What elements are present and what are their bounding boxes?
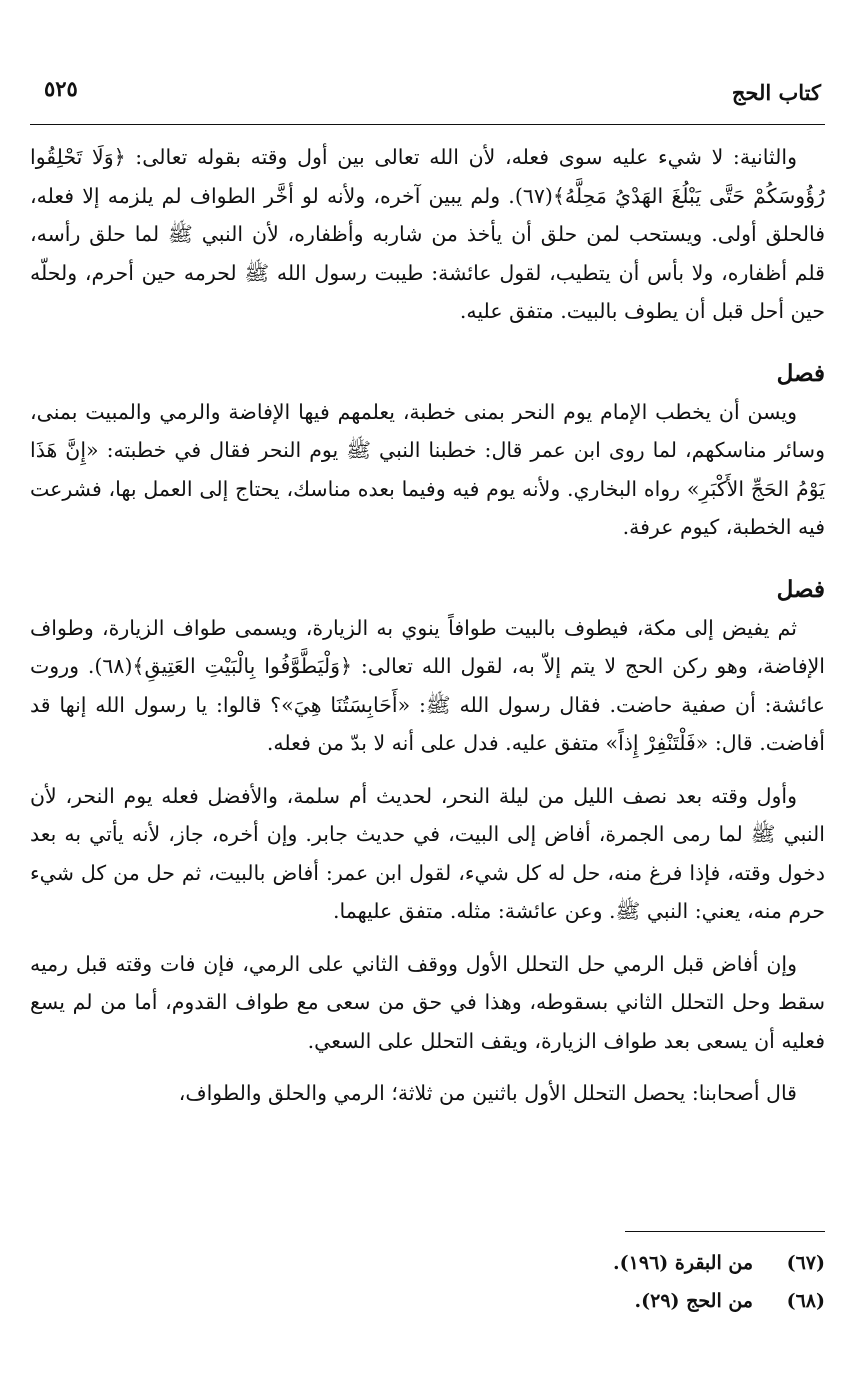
paragraph-6: قال أصحابنا: يحصل التحلل الأول باثنين من ثلاثة؛ الرمي والحلق والطواف، [178, 1081, 797, 1105]
section-heading-2: فصل [776, 575, 825, 603]
footnotes [30, 1244, 825, 1320]
book-page [30, 0, 825, 1386]
main-text [30, 138, 825, 1113]
paragraph-1: والثانية: لا شيء عليه سوى فعله، لأن الله تعالى بين أول وقته بقوله تعالى: ﴿وَلَا تَحْلِقُوا رُؤُوسَكُمْ حَتَّى يَبْلُغَ الهَدْيُ مَحِلَّهُ﴾(٦٧). ولم يبين آخره، ولأنه لو أخَّر الطواف لم يلزمه إلا فعله، فالحلق أولى. ويستحب لمن حلق أن يأخذ من شاربه وأظفاره، لأن النبي ﷺ لما حلق رأسه، قلم أظفاره، ولا بأس أن يتطيب، لقول عائشة: طيبت رسول الله ﷺ لحرمه حين أحرم، ولحلّه حين أحل قبل أن يطوف بالبيت. متفق عليه. [30, 145, 826, 323]
paragraph-5: وإن أفاض قبل الرمي حل التحلل الأول ووقف الثاني على الرمي، فإن فات وقته قبل رميه سقط وحل التحلل الثاني بسقوطه، وهذا في حق من سعى مع طواف القدوم، أما من لم يسع فعليه أن يسعى بعد طواف الزيارة، ويقف التحلل على السعي. [30, 951, 825, 1053]
paragraph-2: ويسن أن يخطب الإمام يوم النحر بمنى خطبة، يعلمهم فيها الإفاضة والرمي والمبيت بمنى، وسائر مناسكهم، لما روى ابن عمر قال: خطبنا النبي ﷺ يوم النحر فقال في خطبته: «إِنَّ هَذَا يَوْمُ الحَجِّ الأَكْبَرِ» رواه البخاري. ولأنه يوم فيه وفيما بعده مناسك، يحتاج إلى العمل بها، فشرعت فيه الخطبة، كيوم عرفة. [30, 399, 825, 539]
header-divider [30, 124, 825, 125]
footnote-text: من البقرة (١٩٦). [613, 1252, 753, 1274]
footnote-number: (٦٧) [786, 1252, 825, 1274]
footnote-68 [30, 1282, 825, 1320]
footnote-67 [30, 1244, 825, 1282]
footnote-text: من الحج (٢٩). [634, 1290, 753, 1312]
running-header [30, 72, 825, 112]
section-heading-1: فصل [776, 359, 825, 387]
paragraph-4: وأول وقته بعد نصف الليل من ليلة النحر، لحديث أم سلمة، والأفضل فعله يوم النحر، لأن النبي ﷺ لما رمى الجمرة، أفاض إلى البيت، في حديث جابر. وإن أخره، جاز، لأنه يأتي به بعد دخول وقته، فإذا فرغ منه، حل له كل شيء، لقول ابن عمر: أفاض بالبيت، ثم حل من كل شيء حرم منه، يعني: النبي ﷺ. وعن عائشة: مثله. متفق عليهما. [30, 783, 825, 923]
footnote-number: (٦٨) [786, 1290, 825, 1312]
paragraph-3: ثم يفيض إلى مكة، فيطوف بالبيت طوافاً ينوي به الزيارة، ويسمى طواف الزيارة، وطواف الإفاضة، وهو ركن الحج لا يتم إلاّ به، لقول الله تعالى: ﴿وَلْيَطَّوَّفُوا بِالْبَيْتِ العَتِيقِ﴾(٦٨). وروت عائشة: أن صفية حاضت. فقال رسول الله ﷺ: «أَحَابِسَتُنَا هِيَ»؟ قالوا: يا رسول الله إنها قد أفاضت. قال: «فَلْتَنْفِرْ إِذاً» متفق عليه. فدل على أنه لا بدّ من فعله. [30, 615, 825, 755]
book-title: كتاب الحج [731, 80, 821, 105]
footnote-divider [625, 1231, 825, 1232]
page-number: ٥٢٥ [44, 76, 78, 101]
